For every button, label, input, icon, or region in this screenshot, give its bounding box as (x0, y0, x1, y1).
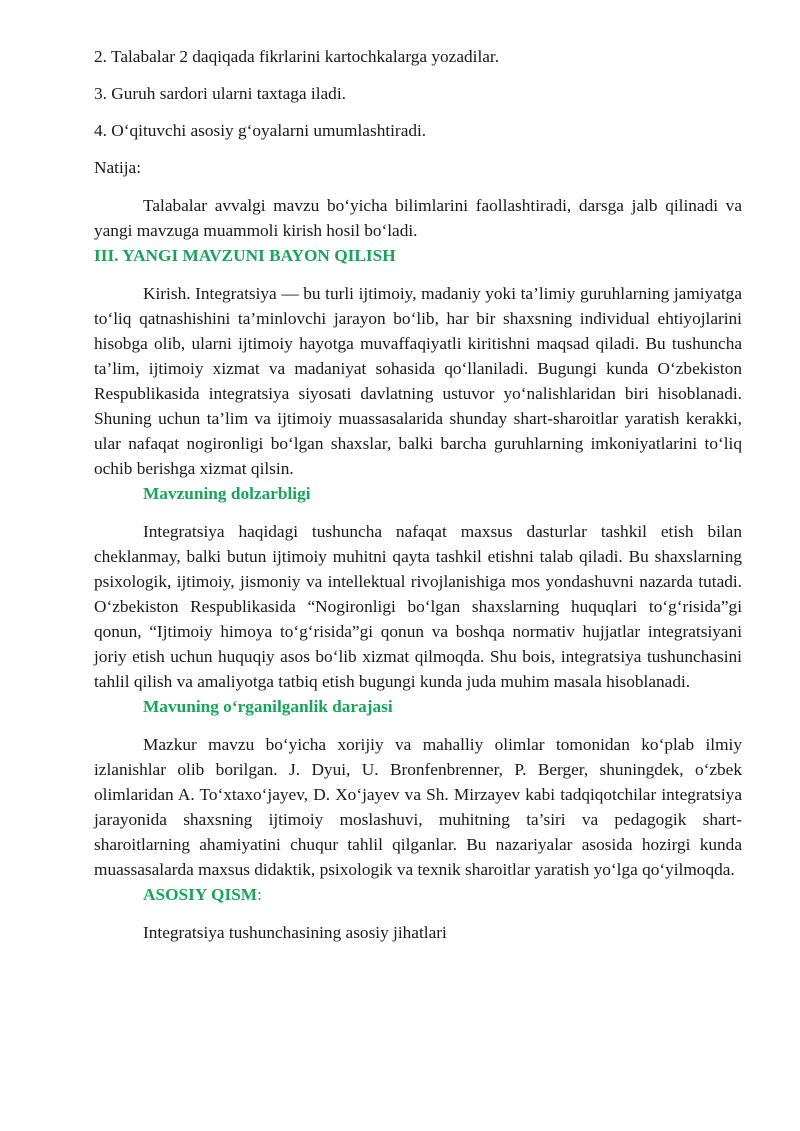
asosiy-heading-colon: : (257, 885, 262, 904)
list-item-4: 4. O‘qituvchi asosiy g‘oyalarni umumlashtiradi. (94, 121, 427, 140)
asosiy-heading (94, 882, 742, 907)
document-page (94, 44, 742, 945)
list-item-3: 3. Guruh sardori ularni taxtaga iladi. (94, 84, 346, 103)
section-heading: III. YANGI MAVZUNI BAYON QILISH (94, 246, 396, 265)
natija-label: Natija: (94, 158, 142, 177)
dolzarblik-paragraph: Integratsiya haqidagi tushuncha nafaqat maxsus dasturlar tashkil etish bilan cheklanmay, balki butun ijtimoiy muhitni qayta tashkil etishni talab qiladi. Bu shaxslarning psixologik, ijtimoiy, jismoniy va intellektual rivojlanishiga mos yondashuvni nazarda tutadi. O‘zbekiston Respublikasida “Nogironligi bo‘lgan shaxslarning huquqlari to‘g‘risida”gi qonun, “Ijtimoiy himoya to‘g‘risida”gi qonun va boshqa normativ hujjatlar integratsiyani joriy etish uchun huquqiy asos bo‘lib xizmat qilmoqda. Shu bois, integratsiya tushunchasini tahlil qilish va amaliyotga tatbiq etish bugungi kunda juda muhim masala hisoblanadi. (94, 522, 742, 691)
dolzarblik-heading: Mavzuning dolzarbligi (143, 484, 311, 503)
list-item-2: 2. Talabalar 2 daqiqada fikrlarini kartochkalarga yozadilar. (94, 47, 500, 66)
kirish-paragraph: Kirish. Integratsiya — bu turli ijtimoiy, madaniy yoki ta’limiy guruhlarning jamiyatga to‘liq qatnashishini ta’minlovchi jarayon bo‘lib, har bir shaxsning individual ehtiyojlarini hisobga olib, ularni ijtimoiy hayotga muvaffaqiyatli kiritishni maqsad qiladi. Bu tushuncha ta’lim, ijtimoiy xizmat va madaniyat sohasida qo‘llaniladi. Bugungi kunda O‘zbekiston Respublikasida integratsiya siyosati davlatning ustuvor yo‘nalishlaridan biri hisoblanadi. Shuning uchun ta’lim va ijtimoiy muassasalarida shunday shart-sharoitlar yaratish kerakki, ular nafaqat nogironligi bo‘lgan shaxslar, balki barcha guruhlarning imkoniyatlarini to‘liq ochib berishga xizmat qilsin. (94, 284, 742, 478)
asosiy-heading-text: ASOSIY QISM (143, 885, 258, 904)
organilganlik-heading: Mavuning o‘rganilganlik darajasi (143, 697, 393, 716)
organilganlik-paragraph: Mazkur mavzu bo‘yicha xorijiy va mahalliy olimlar tomonidan ko‘plab ilmiy izlanishlar olib borilgan. J. Dyui, U. Bronfenbrenner, P. Berger, shuningdek, o‘zbek olimlaridan A. To‘xtaxo‘jayev, D. Xo‘jayev va Sh. Mirzayev kabi tadqiqotchilar integratsiya jarayonida shaxsning ijtimoiy moslashuvi, muhitning ta’siri va pedagogik shart-sharoitlarning ahamiyatini chuqur tahlil qilganlar. Bu nazariyalar asosida hozirgi kunda muassasalarda maxsus didaktik, psixologik va texnik sharoitlar yaratish yo‘lga qo‘yilmoqda. (94, 735, 742, 879)
jihatlar-line: Integratsiya tushunchasining asosiy jihatlari (143, 923, 447, 942)
natija-paragraph: Talabalar avvalgi mavzu bo‘yicha bilimlarini faollashtiradi, darsga jalb qilinadi va yangi mavzuga muammoli kirish hosil bo‘ladi. (94, 196, 742, 240)
